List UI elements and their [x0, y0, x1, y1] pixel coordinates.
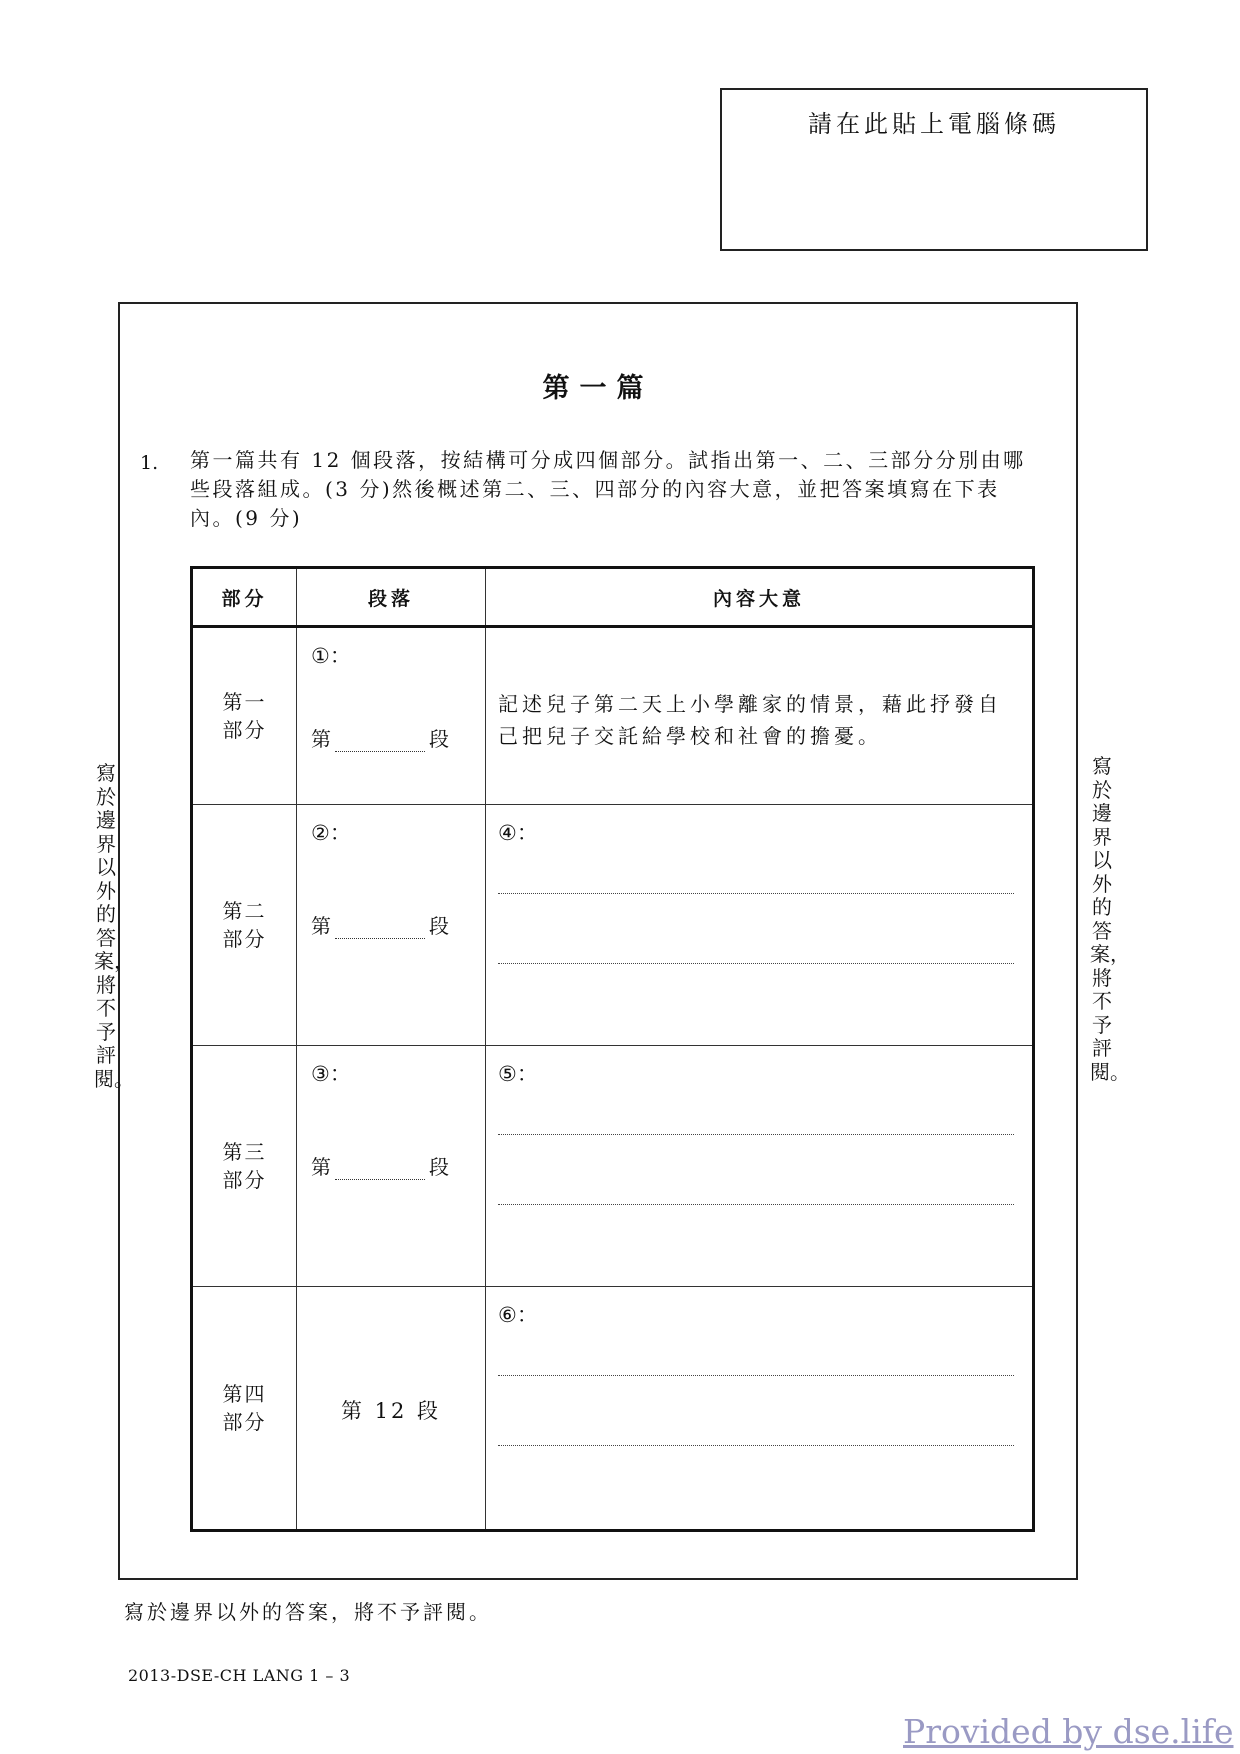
part-label: 第四部分	[192, 1287, 297, 1531]
summary-cell	[486, 1287, 1034, 1531]
fixed-paragraph: 第 12 段	[340, 1399, 442, 1423]
summary-cell	[486, 805, 1034, 1046]
answer-line[interactable]	[498, 1134, 1014, 1135]
question-number: 1.	[140, 452, 159, 474]
answer-marker: ⑤：	[498, 1062, 538, 1086]
paragraph-cell: ②： 第 段	[297, 805, 486, 1046]
answer-line[interactable]	[498, 893, 1014, 894]
part-label: 第三部分	[192, 1046, 297, 1287]
table-row	[192, 805, 1034, 1046]
table-header-row	[192, 568, 1034, 627]
paragraph-cell: ③： 第 段	[297, 1046, 486, 1287]
answer-line[interactable]	[498, 1204, 1014, 1205]
answer-marker: ④：	[498, 821, 538, 845]
part-label: 第一部分	[192, 627, 297, 805]
table-row	[192, 1287, 1034, 1531]
barcode-area	[720, 88, 1148, 251]
part-label: 第二部分	[192, 805, 297, 1046]
section-title: 第一篇	[542, 373, 654, 404]
answer-line[interactable]	[498, 1445, 1014, 1446]
answer-marker: ①：	[311, 644, 351, 668]
summary-cell	[486, 1046, 1034, 1287]
paragraph-blank[interactable]	[335, 1159, 425, 1180]
table-row	[192, 1046, 1034, 1287]
page-footer: 2013-DSE-CH LANG 1 – 3	[128, 1666, 351, 1685]
answer-line[interactable]	[498, 963, 1014, 964]
answer-marker: ②：	[311, 821, 351, 845]
answer-marker: ⑥：	[498, 1303, 538, 1327]
given-summary: 記述兒子第二天上小學離家的情景，藉此抒發自己把兒子交託給學校和社會的擔憂。	[498, 692, 1002, 748]
table-row	[192, 627, 1034, 805]
paragraph-blank[interactable]	[335, 918, 425, 939]
margin-note-bottom: 寫於邊界以外的答案，將不予評閱。	[124, 1600, 492, 1624]
paragraph-cell	[297, 1287, 486, 1531]
answer-marker: ③：	[311, 1062, 351, 1086]
paragraph-cell: ①： 第 段	[297, 627, 486, 805]
answer-table	[190, 566, 1035, 1532]
paragraph-blank[interactable]	[335, 731, 425, 752]
margin-note-right: 寫於邊界以外的答案，將不予評閱。	[1090, 754, 1130, 1084]
margin-note-left: 寫於邊界以外的答案，將不予評閱。	[94, 761, 134, 1091]
header-paragraph: 段落	[297, 568, 486, 627]
answer-line[interactable]	[498, 1375, 1014, 1376]
header-summary: 內容大意	[486, 568, 1034, 627]
barcode-label: 請在此貼上電腦條碼	[808, 110, 1060, 138]
question-text: 第一篇共有 12 個段落，按結構可分成四個部分。試指出第一、二、三部分分別由哪些段落組成。(3 分)然後概述第二、三、四部分的內容大意，並把答案填寫在下表內。(9 分)	[190, 448, 1026, 530]
header-part: 部分	[192, 568, 297, 627]
watermark: Provided by dse.life	[903, 1712, 1234, 1751]
summary-cell	[486, 627, 1034, 805]
